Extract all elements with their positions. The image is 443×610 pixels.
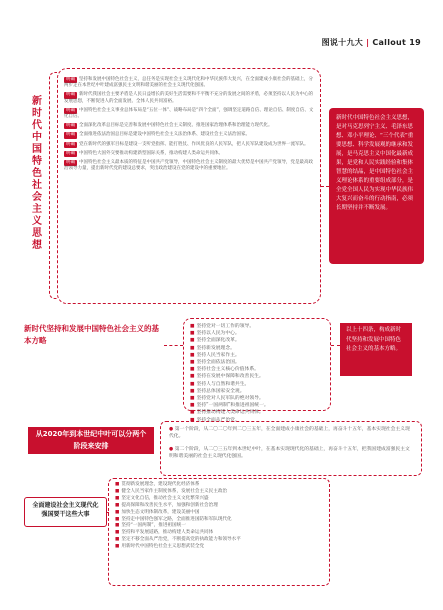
section1-item-tag: 明确 xyxy=(66,160,75,166)
section2-item-text: 坚持社会主义核心价值体系。 xyxy=(196,367,259,373)
section3-title: 从2020年到本世纪中叶可以分两个阶段来安排 xyxy=(28,427,154,454)
section2-connector-right xyxy=(331,345,340,346)
section4-item xyxy=(115,496,323,503)
bullet-square-icon: ■ xyxy=(190,381,195,387)
section2-summary: 以上十四条，构成新时代坚持和发展中国特色社会主义的基本方略。 xyxy=(340,323,412,376)
bullet-square-icon: ■ xyxy=(190,396,195,402)
section1-item-tag: 明确 xyxy=(66,132,75,138)
section1-item-text: 党在新时代的强军目标是建设一支听党指挥、能打胜仗、作风优良的人民军队，把人民军队建设成为世界一流军队。 xyxy=(79,141,309,147)
bullet-square-icon: ■ xyxy=(190,417,195,423)
header-separator: | xyxy=(366,38,370,47)
section1-item xyxy=(64,123,314,129)
bullet-square-icon: ■ xyxy=(115,509,120,515)
bullet-square-icon: ■ xyxy=(190,388,195,394)
section1-item xyxy=(64,142,314,148)
section1-item-tag: 明确 xyxy=(66,141,75,147)
section1-item-text: 全面推进依法治国总目标是建设中国特色社会主义法治体系、建设社会主义法治国家。 xyxy=(79,132,250,138)
section2-item-text: 坚持全面从严治党。 xyxy=(196,417,240,423)
section4-title: 全面建设社会主义现代化强国要干这些大事 xyxy=(24,497,107,527)
section1-summary: 新时代中国特色社会主义思想，是对马克思列宁主义、毛泽东思想、邓小平理论、“三个代表”重要思想、科学发展观的继承和发展，是马克思主义中国化最新成果，是党和人民实践经验和集体智慧的结晶，是中国特色社会主义理论体系的重要组成部分，是全党全国人民为实现中华民族伟大复兴而奋斗的行动指南，必须长期坚持并不断发展。 xyxy=(329,108,424,264)
section1-item-text: 坚持和发展中国特色社会主义，总任务是实现社会主义现代化和中华民族伟大复兴，在全面建成小康社会的基础上，分两步走在本世纪中叶建成富强民主文明和谐美丽的社会主义现代化强国。 xyxy=(64,77,313,89)
section4-item-text: 用新时代中国特色社会主义思想武装全党 xyxy=(121,544,205,550)
section2-item-text: 坚持全面深化改革。 xyxy=(196,338,240,344)
section1-item-text: 中国特色社会主义最本质的特征是中国共产党领导，中国特色社会主义制度的最大优势是中国共产党领导，党是最高政治领导力量，提出新时代党的建设总要求，突出政治建设在党的建设中的重要地位。 xyxy=(64,160,313,172)
section4-item-text: 坚定文化自信，推动社会主义文化繁荣兴盛 xyxy=(121,495,209,501)
section4-item-text: 坚持和平发展道路，推动构建人类命运共同体 xyxy=(121,530,214,536)
section2-box xyxy=(183,318,331,423)
page-header xyxy=(322,37,421,48)
section4-item xyxy=(115,489,323,496)
section4-item-text: 坚持走中国特色强军之路，全面推进国防和军队现代化 xyxy=(121,516,232,522)
section3-item-text: 第二个阶段，从二〇三五年到本世纪中叶，在基本实现现代化的基础上，再奋斗十五年，把我国建成富强民主文明和谐美丽的社会主义现代化强国。 xyxy=(169,447,410,459)
section1-item-text: 中国特色社会主义事业总体布局是“五位一体”、战略布局是“四个全面”，强调坚定道路自信、理论自信、制度自信、文化自信。 xyxy=(64,107,314,120)
bullet-square-icon: ■ xyxy=(115,488,120,494)
section2-item xyxy=(190,345,324,352)
section1-item-text: 中国特色大国外交要推动构建新型国际关系，推动构建人类命运共同体。 xyxy=(79,150,223,156)
section3-box xyxy=(160,421,422,476)
section2-item xyxy=(190,352,324,359)
section2-item xyxy=(190,388,324,395)
section2-item xyxy=(190,323,324,330)
bullet-square-icon: ■ xyxy=(190,345,195,351)
section3-item xyxy=(169,426,413,440)
header-callout: Callout 19 xyxy=(372,38,421,47)
section2-item xyxy=(190,381,324,388)
section1-item xyxy=(64,77,314,89)
section4-item-text: 加快生态文明体制改革，建设美丽中国 xyxy=(121,509,200,515)
section4-item-text: 提高保障和改善民生水平，加强和创新社会治理 xyxy=(121,502,218,508)
bullet-square-icon: ■ xyxy=(115,544,120,550)
section2-item-text: 坚持总体国家安全观。 xyxy=(196,388,245,394)
bullet-circle-icon: ● xyxy=(169,447,175,452)
bullet-circle-icon: ● xyxy=(169,427,175,432)
bullet-square-icon: ■ xyxy=(190,410,195,416)
section1-item-tag: 明确 xyxy=(66,77,75,82)
section2-connector-left xyxy=(164,345,183,346)
section1-item-tag: 明确 xyxy=(66,92,75,98)
section4-item-text: 坚持“一国两制”，推进祖国统一 xyxy=(121,523,186,529)
section1-item-text: 新时代我国社会主要矛盾是人民日益增长的美好生活需要和不平衡不充分的发展之间的矛盾，必须坚持以人民为中心的发展思想，不断促进人的全面发展、全体人民共同富裕。 xyxy=(64,92,313,104)
section2-title: 新时代坚持和发展中国特色社会主义的基本方略 xyxy=(24,324,159,345)
section4-item-text: 健全人民当家作主制度体系，发展社会主义民主政治 xyxy=(121,488,228,494)
section1-item xyxy=(64,160,314,172)
section2-item xyxy=(190,395,324,402)
bullet-square-icon: ■ xyxy=(190,338,195,344)
bullet-square-icon: ■ xyxy=(115,530,120,536)
section1-item-tag: 明确 xyxy=(66,150,75,156)
section4-item xyxy=(115,503,323,510)
section1-box xyxy=(57,68,321,304)
section2-item xyxy=(190,330,324,337)
bullet-square-icon: ■ xyxy=(115,523,120,529)
bullet-square-icon: ■ xyxy=(115,502,120,508)
section4-item-text: 坚定不移全面从严治党，不断提高党的执政能力和领导水平 xyxy=(121,537,241,543)
bullet-square-icon: ■ xyxy=(190,360,195,366)
bullet-square-icon: ■ xyxy=(115,482,120,487)
section1-item-text: 全面深化改革总目标是完善和发展中国特色社会主义制度、推进国家治理体系和治理能力现代化。 xyxy=(79,123,273,129)
section4-item xyxy=(115,544,323,551)
section2-item-text: 坚持全面依法治国。 xyxy=(196,360,240,366)
section2-item-text: 坚持党对人民军队的绝对领导。 xyxy=(196,396,264,402)
section1-item-tag: 明确 xyxy=(66,123,75,129)
bullet-square-icon: ■ xyxy=(115,516,120,522)
section1-item xyxy=(64,132,314,138)
section2-item xyxy=(190,366,324,373)
section1-bracket xyxy=(49,72,57,299)
bullet-square-icon: ■ xyxy=(115,495,120,501)
section2-item-text: 坚持人与自然和谐共生。 xyxy=(196,381,250,387)
section2-item-text: 坚持新发展理念。 xyxy=(196,345,235,351)
section2-item-text: 坚持人民当家作主。 xyxy=(196,352,240,358)
section4-box xyxy=(108,478,330,586)
section2-item-text: 坚持以人民为中心。 xyxy=(196,331,240,337)
section3-item xyxy=(169,446,413,460)
section2-item xyxy=(190,337,324,344)
bullet-square-icon: ■ xyxy=(190,331,195,337)
section2-item-text: 坚持在发展中保障和改善民生。 xyxy=(196,374,264,380)
section2-item xyxy=(190,402,324,409)
section1-item-tag: 明确 xyxy=(66,107,75,113)
section2-item xyxy=(190,373,324,380)
bullet-square-icon: ■ xyxy=(190,324,195,329)
section4-item xyxy=(115,510,323,517)
bullet-square-icon: ■ xyxy=(190,403,195,409)
section4-item-text: 贯彻新发展理念，建设现代化经济体系 xyxy=(121,482,200,487)
section1-connector xyxy=(321,186,329,187)
header-title: 图说十九大 xyxy=(321,38,364,47)
bullet-square-icon: ■ xyxy=(190,374,195,380)
bullet-square-icon: ■ xyxy=(190,367,195,373)
bullet-square-icon: ■ xyxy=(115,537,120,543)
section1-item xyxy=(64,108,314,120)
section2-item-text: 坚持推动构建人类命运共同体。 xyxy=(196,410,264,416)
section2-item-text: 坚持“一国两制”和推进祖国统一。 xyxy=(196,403,269,409)
section2-item xyxy=(190,359,324,366)
section3-item-text: 第一个阶段，从二〇二〇年到二〇三五年，在全面建成小康社会的基础上，再奋斗十五年，基本实现社会主义现代化。 xyxy=(169,427,410,439)
section4-item xyxy=(115,482,323,489)
bullet-square-icon: ■ xyxy=(190,352,195,358)
section1-title: 新时代中国特色社会主义思想 xyxy=(32,96,42,251)
section1-item xyxy=(64,151,314,157)
section1-item xyxy=(64,92,314,104)
section2-item xyxy=(190,409,324,416)
section2-item-text: 坚持党对一切工作的领导。 xyxy=(196,324,255,329)
